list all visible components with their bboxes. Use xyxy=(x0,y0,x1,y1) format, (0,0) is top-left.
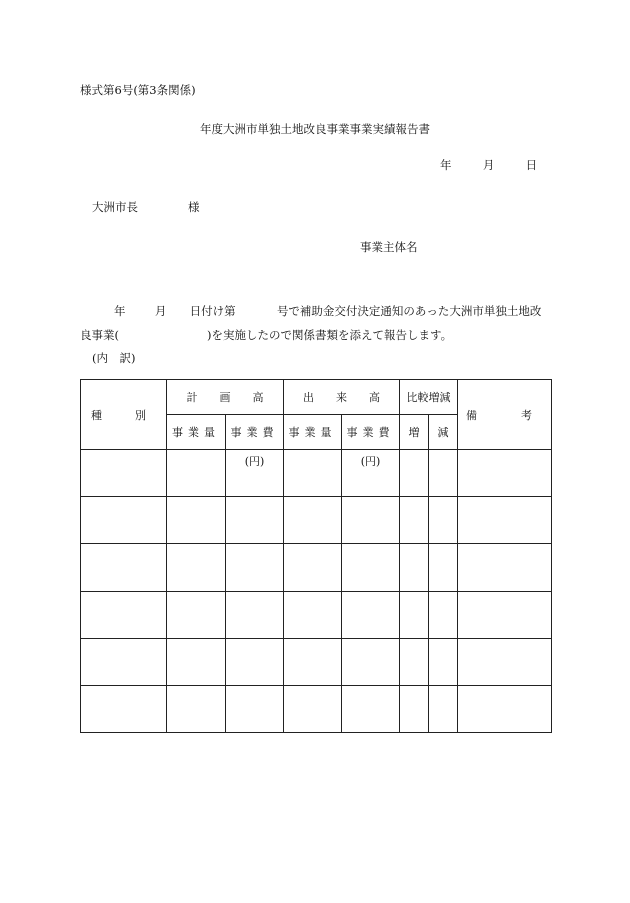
cell-remarks[interactable] xyxy=(458,544,552,591)
body-line-1 xyxy=(114,303,541,319)
cell-increase[interactable] xyxy=(400,450,429,497)
body-line2-end: )を実施したので関係書類を添えて報告します。 xyxy=(207,328,453,342)
cell-plan-cost[interactable] xyxy=(226,685,284,732)
cell-type[interactable] xyxy=(81,497,167,544)
cell-actual-qty[interactable] xyxy=(284,497,342,544)
cell-plan-qty[interactable] xyxy=(167,685,226,732)
table-row xyxy=(81,591,552,638)
cell-remarks[interactable] xyxy=(458,497,552,544)
cell-increase[interactable] xyxy=(400,544,429,591)
subheader-plan-qty: 事業量 xyxy=(167,415,226,450)
document-title: 年度大洲市単独土地改良事業事業実績報告書 xyxy=(200,122,430,136)
cell-type[interactable] xyxy=(81,544,167,591)
table-row xyxy=(81,450,552,497)
date-line xyxy=(440,157,537,173)
subheader-actual-cost: 事業費 xyxy=(342,415,400,450)
cell-decrease[interactable] xyxy=(429,544,458,591)
addressee xyxy=(92,199,200,215)
cell-increase[interactable] xyxy=(400,591,429,638)
header-actual: 出 来 高 xyxy=(284,380,400,415)
cell-decrease[interactable] xyxy=(429,591,458,638)
table-row xyxy=(81,685,552,732)
cell-actual-qty[interactable] xyxy=(284,591,342,638)
body-rest: 号で補助金交付決定通知のあった大洲市単独土地改 xyxy=(276,304,542,318)
cell-decrease[interactable] xyxy=(429,497,458,544)
cell-plan-qty[interactable] xyxy=(167,544,226,591)
subheader-plan-cost: 事業費 xyxy=(226,415,284,450)
cell-decrease[interactable] xyxy=(429,450,458,497)
subheader-increase: 増 xyxy=(400,415,429,450)
cell-remarks[interactable] xyxy=(458,450,552,497)
cell-plan-qty[interactable] xyxy=(167,450,226,497)
unit-yen-plan: (円) xyxy=(244,455,265,469)
cell-plan-cost[interactable] xyxy=(226,450,284,497)
date-day: 日 xyxy=(525,158,538,172)
addressee-honorific: 様 xyxy=(188,200,200,214)
cell-plan-cost[interactable] xyxy=(226,638,284,685)
cell-increase[interactable] xyxy=(400,685,429,732)
cell-plan-qty[interactable] xyxy=(167,497,226,544)
unit-yen-actual: (円) xyxy=(360,455,381,469)
header-type: 種 別 xyxy=(81,380,167,450)
cell-actual-cost[interactable] xyxy=(342,591,400,638)
body-month: 月 xyxy=(154,304,167,318)
cell-actual-qty[interactable] xyxy=(284,685,342,732)
cell-actual-cost[interactable] xyxy=(342,544,400,591)
cell-plan-cost[interactable] xyxy=(226,497,284,544)
subheader-decrease: 減 xyxy=(429,415,458,450)
entity-name-label: 事業主体名 xyxy=(360,240,418,254)
cell-decrease[interactable] xyxy=(429,685,458,732)
cell-actual-cost[interactable] xyxy=(342,450,400,497)
cell-plan-qty[interactable] xyxy=(167,591,226,638)
cell-type[interactable] xyxy=(81,450,167,497)
cell-increase[interactable] xyxy=(400,638,429,685)
cell-increase[interactable] xyxy=(400,497,429,544)
subheader-actual-qty: 事業量 xyxy=(284,415,342,450)
report-table xyxy=(80,379,552,733)
addressee-name: 大洲市長 xyxy=(92,200,138,214)
table-row xyxy=(81,638,552,685)
date-month: 月 xyxy=(482,158,495,172)
cell-plan-cost[interactable] xyxy=(226,544,284,591)
body-line-2 xyxy=(80,327,452,343)
form-number: 様式第6号(第3条関係) xyxy=(80,83,196,97)
body-dated: 日付け第 xyxy=(189,304,236,318)
cell-remarks[interactable] xyxy=(458,685,552,732)
table-row xyxy=(81,544,552,591)
body-year: 年 xyxy=(114,304,126,318)
cell-plan-cost[interactable] xyxy=(226,591,284,638)
breakdown-label: (内 訳) xyxy=(92,351,136,365)
cell-type[interactable] xyxy=(81,685,167,732)
cell-remarks[interactable] xyxy=(458,591,552,638)
date-year: 年 xyxy=(440,158,452,172)
cell-type[interactable] xyxy=(81,638,167,685)
cell-type[interactable] xyxy=(81,591,167,638)
cell-actual-cost[interactable] xyxy=(342,497,400,544)
header-plan: 計 画 高 xyxy=(167,380,284,415)
header-compare: 比較増減 xyxy=(400,380,458,415)
cell-remarks[interactable] xyxy=(458,638,552,685)
cell-actual-cost[interactable] xyxy=(342,685,400,732)
cell-actual-qty[interactable] xyxy=(284,638,342,685)
cell-plan-qty[interactable] xyxy=(167,638,226,685)
cell-decrease[interactable] xyxy=(429,638,458,685)
cell-actual-qty[interactable] xyxy=(284,544,342,591)
cell-actual-qty[interactable] xyxy=(284,450,342,497)
cell-actual-cost[interactable] xyxy=(342,638,400,685)
body-line2-start: 良事業( xyxy=(80,328,119,342)
table-row xyxy=(81,497,552,544)
header-remarks: 備 考 xyxy=(458,380,552,450)
